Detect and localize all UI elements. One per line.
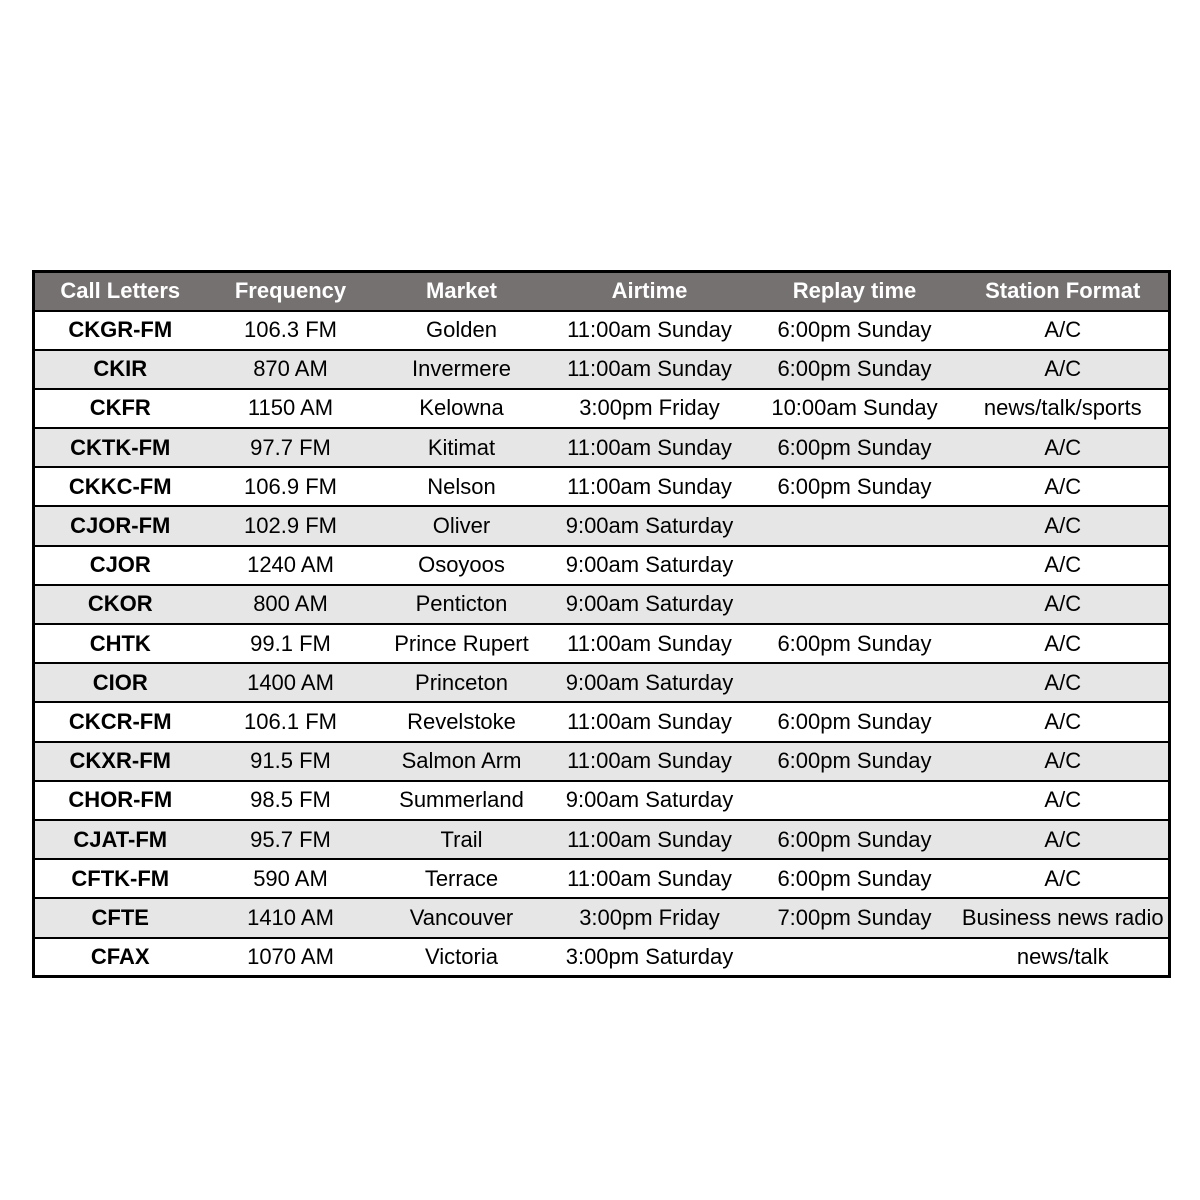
cell-airtime: 11:00am Sunday bbox=[567, 434, 732, 460]
cell-station-format: A/C bbox=[1044, 473, 1082, 499]
cell-station-format: A/C bbox=[1044, 317, 1082, 343]
cell-frequency: 590 AM bbox=[253, 865, 328, 891]
cell-station-format: A/C bbox=[1044, 630, 1082, 656]
table-row bbox=[34, 859, 1170, 898]
cell-market: Osoyoos bbox=[418, 552, 505, 578]
cell-airtime: 9:00am Saturday bbox=[565, 669, 734, 695]
cell-replay-time bbox=[752, 938, 958, 977]
cell-airtime: 9:00am Saturday bbox=[565, 787, 734, 813]
table-row bbox=[34, 624, 1170, 663]
cell-replay-time bbox=[752, 781, 958, 820]
cell-station-format: A/C bbox=[1044, 434, 1082, 460]
cell-frequency: 1240 AM bbox=[247, 552, 334, 578]
header-call-letters: Call Letters bbox=[34, 272, 206, 311]
cell-call-letters: CIOR bbox=[92, 669, 148, 695]
table-body bbox=[34, 311, 1170, 977]
cell-replay-time: 6:00pm Sunday bbox=[777, 356, 932, 382]
cell-replay-time bbox=[752, 663, 958, 702]
cell-market: Prince Rupert bbox=[394, 630, 529, 656]
table-row bbox=[34, 742, 1170, 781]
cell-market: Trail bbox=[440, 826, 483, 852]
cell-station-format: A/C bbox=[1044, 748, 1082, 774]
cell-market: Invermere bbox=[411, 356, 512, 382]
cell-station-format: news/talk bbox=[1016, 943, 1109, 969]
header-replay-time: Replay time bbox=[752, 272, 958, 311]
cell-call-letters: CKGR-FM bbox=[68, 317, 173, 343]
cell-frequency: 98.5 FM bbox=[250, 787, 331, 813]
cell-market: Revelstoke bbox=[407, 708, 516, 734]
cell-station-format: A/C bbox=[1044, 865, 1082, 891]
cell-replay-time: 6:00pm Sunday bbox=[777, 473, 932, 499]
cell-airtime: 11:00am Sunday bbox=[567, 826, 732, 852]
cell-frequency: 91.5 FM bbox=[250, 748, 331, 774]
cell-replay-time bbox=[752, 506, 958, 545]
table-row bbox=[34, 820, 1170, 859]
table-row bbox=[34, 663, 1170, 702]
cell-airtime: 11:00am Sunday bbox=[567, 356, 732, 382]
table-row bbox=[34, 781, 1170, 820]
cell-frequency: 106.9 FM bbox=[244, 473, 337, 499]
cell-frequency: 106.3 FM bbox=[244, 317, 337, 343]
cell-market: Golden bbox=[426, 317, 497, 343]
cell-frequency: 1070 AM bbox=[247, 943, 334, 969]
cell-market: Vancouver bbox=[409, 904, 514, 930]
cell-call-letters: CKOR bbox=[87, 591, 153, 617]
cell-market: Princeton bbox=[415, 669, 508, 695]
table-row bbox=[34, 546, 1170, 585]
cell-market: Terrace bbox=[424, 865, 499, 891]
cell-airtime: 3:00pm Friday bbox=[579, 904, 720, 930]
cell-airtime: 9:00am Saturday bbox=[565, 552, 734, 578]
cell-airtime: 11:00am Sunday bbox=[567, 708, 732, 734]
cell-station-format: A/C bbox=[1044, 552, 1082, 578]
cell-station-format: A/C bbox=[1044, 669, 1082, 695]
cell-call-letters: CJAT-FM bbox=[73, 826, 168, 852]
cell-frequency: 800 AM bbox=[253, 591, 328, 617]
cell-replay-time: 6:00pm Sunday bbox=[777, 434, 932, 460]
cell-station-format: A/C bbox=[1044, 513, 1082, 539]
cell-airtime: 9:00am Saturday bbox=[565, 591, 734, 617]
cell-market: Kelowna bbox=[419, 395, 504, 421]
cell-call-letters: CHOR-FM bbox=[68, 787, 173, 813]
table-row bbox=[34, 389, 1170, 428]
cell-replay-time: 7:00pm Sunday bbox=[777, 904, 932, 930]
cell-frequency: 99.1 FM bbox=[250, 630, 331, 656]
header-frequency: Frequency bbox=[206, 272, 376, 311]
cell-frequency: 870 AM bbox=[253, 356, 328, 382]
table-row bbox=[34, 506, 1170, 545]
cell-call-letters: CFTE bbox=[91, 904, 149, 930]
table-row bbox=[34, 938, 1170, 977]
cell-airtime: 9:00am Saturday bbox=[565, 513, 734, 539]
cell-frequency: 1400 AM bbox=[247, 669, 334, 695]
cell-frequency: 102.9 FM bbox=[244, 513, 337, 539]
cell-station-format: A/C bbox=[1044, 591, 1082, 617]
table-row bbox=[34, 467, 1170, 506]
cell-frequency: 97.7 FM bbox=[250, 434, 331, 460]
cell-replay-time: 6:00pm Sunday bbox=[777, 317, 932, 343]
header-airtime: Airtime bbox=[548, 272, 752, 311]
cell-call-letters: CJOR bbox=[89, 552, 151, 578]
cell-airtime: 11:00am Sunday bbox=[567, 630, 732, 656]
cell-call-letters: CFTK-FM bbox=[71, 865, 170, 891]
cell-call-letters: CKFR bbox=[89, 395, 151, 421]
cell-frequency: 1150 AM bbox=[247, 395, 334, 421]
cell-market: Penticton bbox=[415, 591, 508, 617]
cell-replay-time: 6:00pm Sunday bbox=[777, 630, 932, 656]
cell-station-format: A/C bbox=[1044, 708, 1082, 734]
cell-airtime: 3:00pm Friday bbox=[579, 395, 720, 421]
cell-market: Kitimat bbox=[427, 434, 496, 460]
cell-market: Nelson bbox=[427, 473, 496, 499]
table-row bbox=[34, 311, 1170, 350]
cell-call-letters: CHTK bbox=[89, 630, 151, 656]
cell-airtime: 11:00am Sunday bbox=[567, 317, 732, 343]
cell-call-letters: CKIR bbox=[93, 356, 148, 382]
cell-replay-time: 6:00pm Sunday bbox=[777, 826, 932, 852]
cell-call-letters: CKTK-FM bbox=[70, 434, 171, 460]
header-market: Market bbox=[376, 272, 548, 311]
cell-replay-time bbox=[752, 546, 958, 585]
cell-call-letters: CKXR-FM bbox=[69, 748, 171, 774]
cell-call-letters: CFAX bbox=[90, 943, 150, 969]
cell-market: Summerland bbox=[399, 787, 524, 813]
table-header-row bbox=[34, 272, 1170, 311]
cell-station-format: A/C bbox=[1044, 787, 1082, 813]
cell-replay-time: 10:00am Sunday bbox=[771, 395, 938, 421]
cell-call-letters: CJOR-FM bbox=[70, 513, 171, 539]
table-row bbox=[34, 350, 1170, 389]
cell-call-letters: CKCR-FM bbox=[68, 708, 172, 734]
table-row bbox=[34, 428, 1170, 467]
cell-station-format: Business news radio bbox=[961, 904, 1164, 930]
cell-market: Oliver bbox=[432, 513, 491, 539]
table-row bbox=[34, 702, 1170, 741]
cell-call-letters: CKKC-FM bbox=[68, 473, 172, 499]
header-station-format: Station Format bbox=[958, 272, 1170, 311]
cell-frequency: 1410 AM bbox=[247, 904, 334, 930]
table-row bbox=[34, 898, 1170, 937]
cell-market: Victoria bbox=[425, 943, 498, 969]
cell-station-format: news/talk/sports bbox=[983, 395, 1142, 421]
cell-market: Salmon Arm bbox=[401, 748, 522, 774]
cell-airtime: 11:00am Sunday bbox=[567, 865, 732, 891]
cell-frequency: 106.1 FM bbox=[244, 708, 337, 734]
cell-frequency: 95.7 FM bbox=[250, 826, 331, 852]
cell-replay-time: 6:00pm Sunday bbox=[777, 865, 932, 891]
cell-replay-time: 6:00pm Sunday bbox=[777, 748, 932, 774]
table-row bbox=[34, 585, 1170, 624]
cell-station-format: A/C bbox=[1044, 826, 1082, 852]
cell-station-format: A/C bbox=[1044, 356, 1082, 382]
cell-airtime: 11:00am Sunday bbox=[567, 748, 732, 774]
cell-replay-time: 6:00pm Sunday bbox=[777, 708, 932, 734]
station-schedule-table bbox=[32, 270, 1171, 978]
cell-replay-time bbox=[752, 585, 958, 624]
cell-airtime: 11:00am Sunday bbox=[567, 473, 732, 499]
cell-airtime: 3:00pm Saturday bbox=[565, 943, 734, 969]
